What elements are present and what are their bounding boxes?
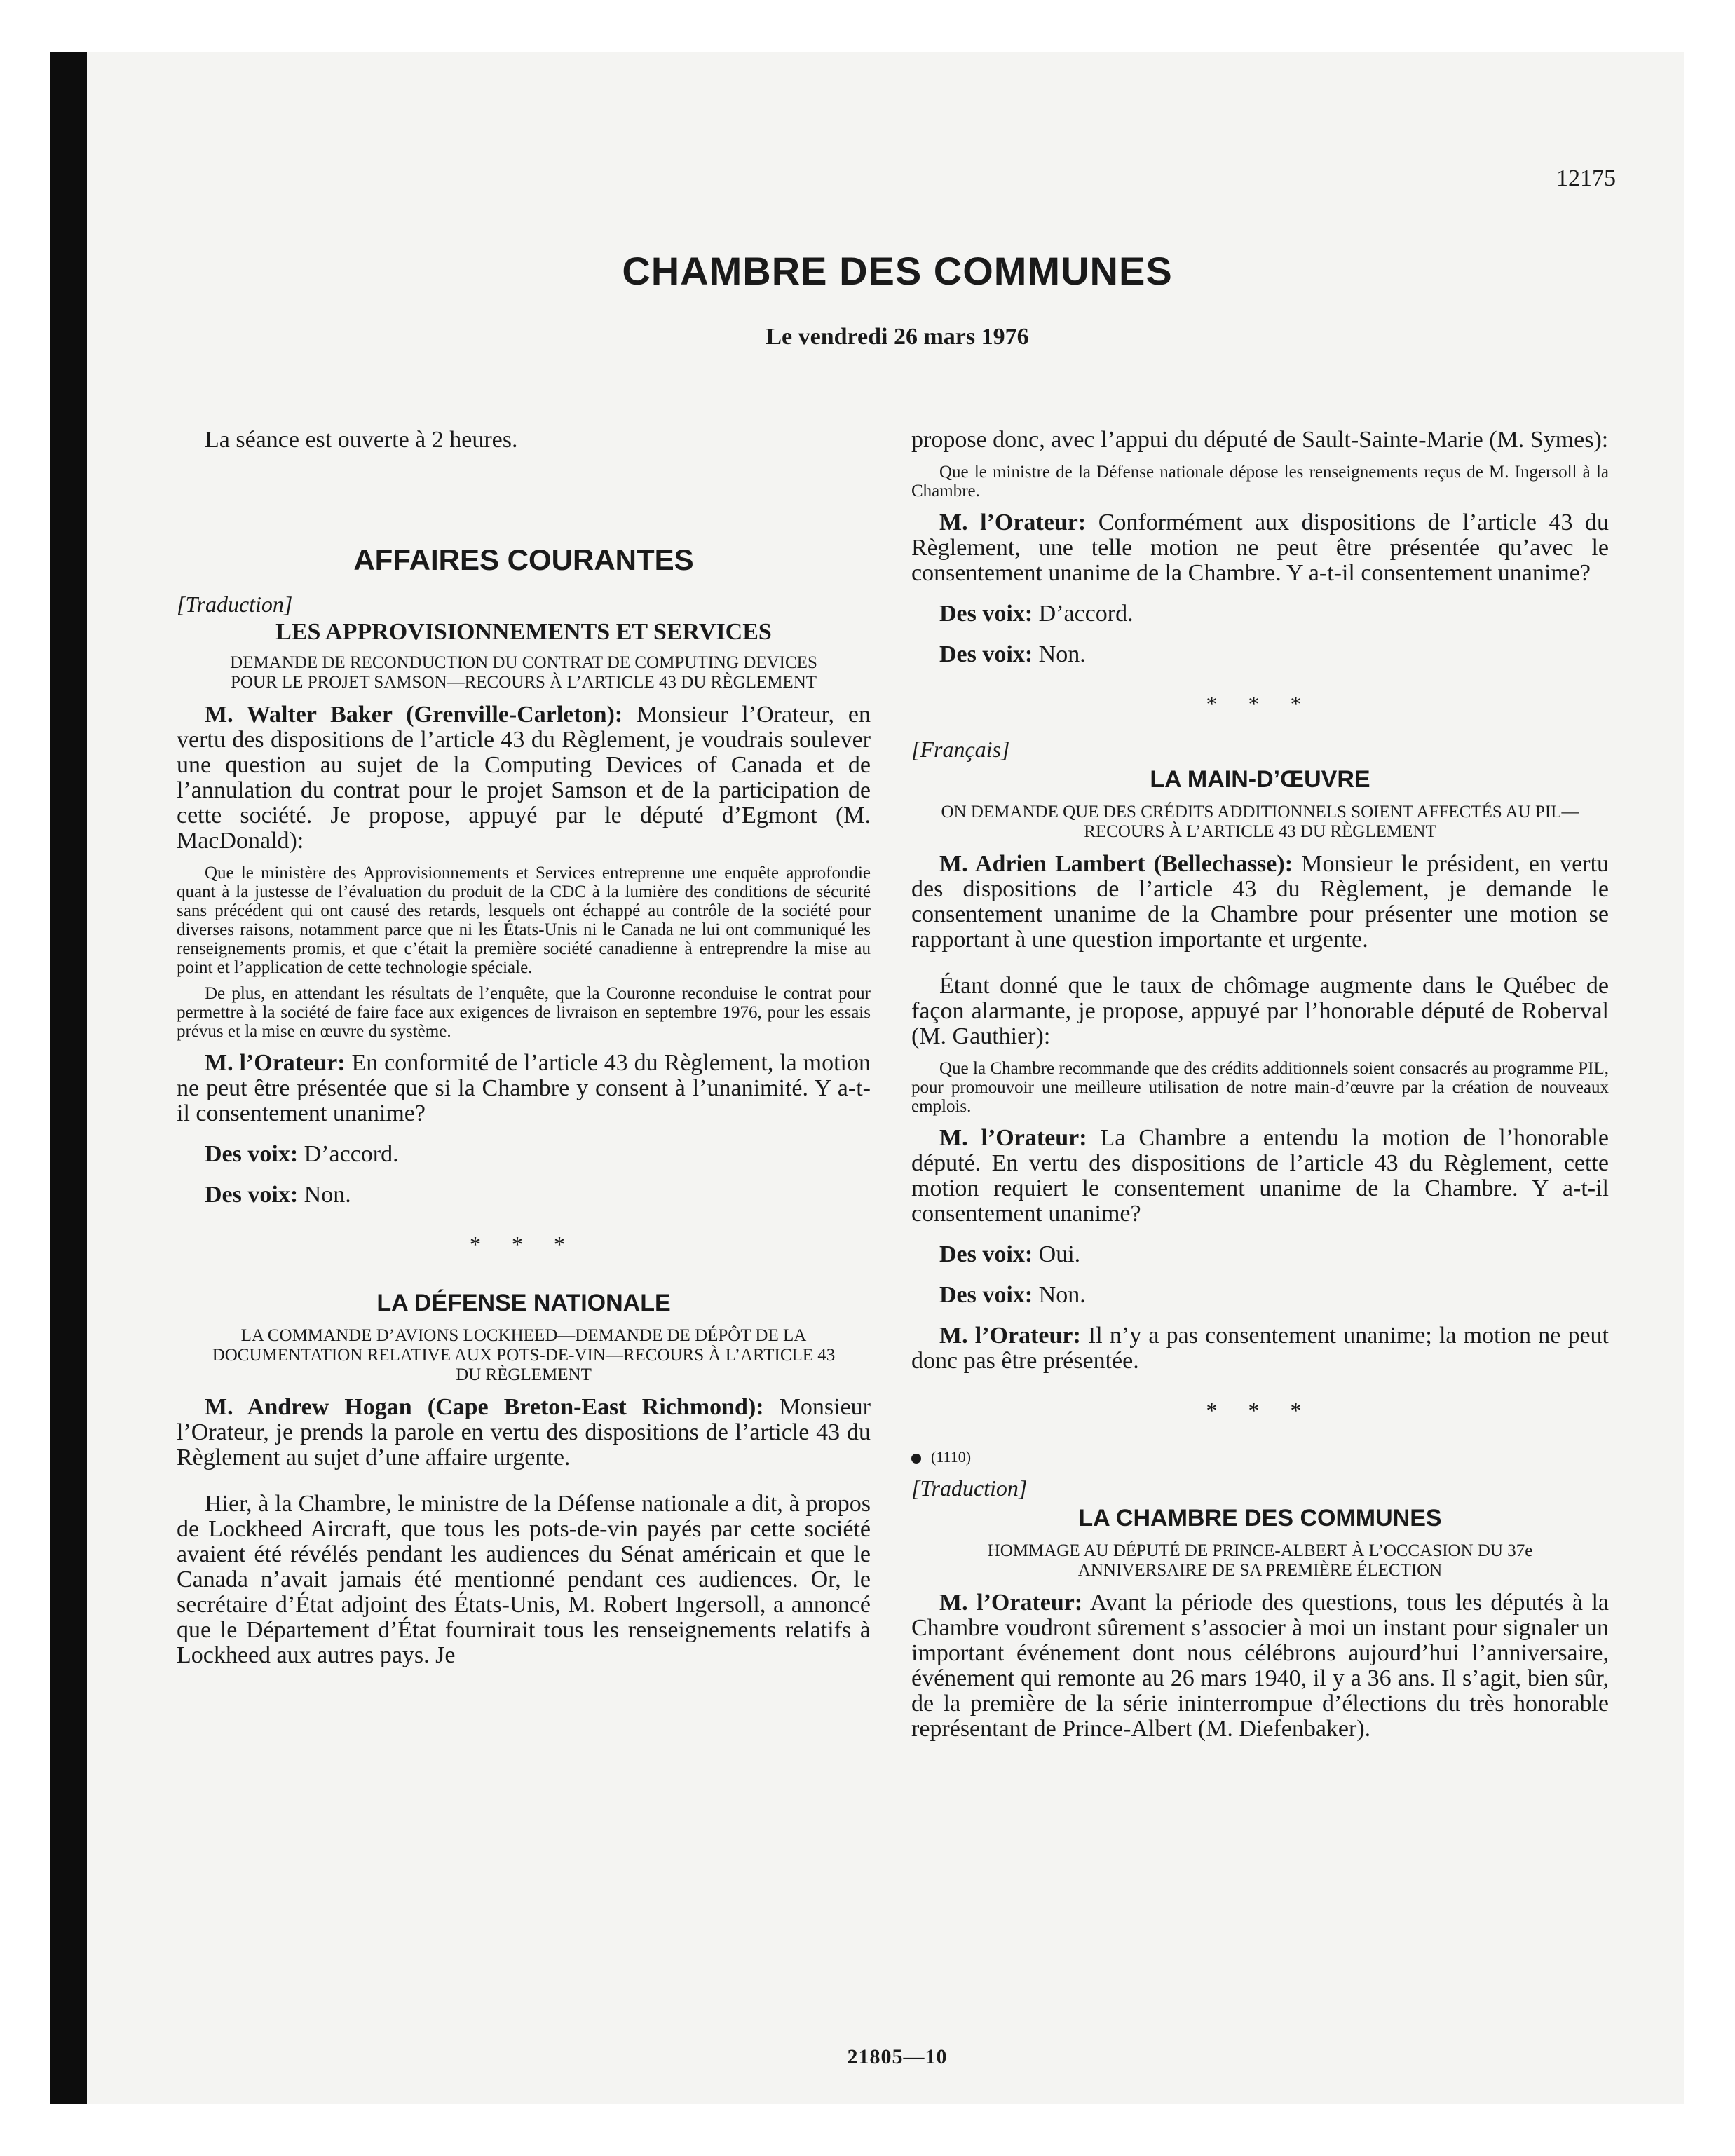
caps-title-lockheed: LA COMMANDE D’AVIONS LOCKHEED—DEMANDE DE DÉPÔT DE LA DOCUMENTATION RELATIVE AUX POTS-DE-VIN—RECOURS À L’ARTICLE 43 DU RÈGLEMENT (212, 1326, 836, 1384)
speech-lambert: Monsieur le président, en vertu des dispositions de l’article 43 du Règlement, je demande le consentement unanime de la Chambre pour présenter une motion se rapportant à une question importante et urgente. (911, 851, 1610, 953)
speech-orateur: En conformité de l’article 43 du Règlement, la motion ne peut être présentée que si la Chambre y consent à l’unanimité. Y a-t-il consentement unanime? (177, 1050, 871, 1126)
sitting-date: Le vendredi 26 mars 1976 (766, 324, 1029, 350)
paragraph-orateur-4 (911, 1323, 1609, 1374)
speech-orateur: Conformément aux dispositions de l’article 43 du Règlement, une telle motion ne peut être présentée qu’avec le consentement unanime de la Chambre. Y a-t-il consentement unanime? (911, 510, 1609, 586)
voices-reply: Oui. (1038, 1241, 1081, 1267)
voices-5 (911, 1242, 1609, 1267)
speaker-orateur: M. l’Orateur: (939, 1125, 1087, 1151)
caps-title-pil: ON DEMANDE QUE DES CRÉDITS ADDITIONNELS SOIENT AFFECTÉS AU PIL—RECOURS À L’ARTICLE 43 DU RÈGLEMENT (941, 803, 1579, 841)
voices-3 (911, 601, 1609, 627)
paragraph-baker (177, 702, 871, 854)
voices-label: Des voix: (939, 601, 1033, 627)
paragraph-continuation: propose donc, avec l’appui du député de Sault-Sainte-Marie (M. Symes): (911, 427, 1609, 453)
speech-orateur: Il n’y a pas consentement unanime; la motion ne peut donc pas être présentée. (911, 1323, 1609, 1374)
speech-baker: Monsieur l’Orateur, en vertu des dispositions de l’article 43 du Règlement, je voudrais soulever une question au sujet de la Computing Devices of Canada et de l’annulation du contrat pour le projet Samson et de la participation de cette société. Je propose, appuyé par le député d’Egmont (M. MacDonald): (177, 702, 871, 854)
voices-label: Des voix: (939, 1241, 1033, 1267)
caps-title-prince-albert: HOMMAGE AU DÉPUTÉ DE PRINCE-ALBERT À L’OCCASION DU 37e ANNIVERSAIRE DE SA PREMIÈRE ÉLECTION (987, 1541, 1533, 1580)
speaker-orateur: M. l’Orateur: (939, 1323, 1081, 1349)
speaker-orateur: M. l’Orateur: (939, 510, 1087, 535)
heading-defense-nationale: LA DÉFENSE NATIONALE (376, 1290, 671, 1316)
motion-text-1: Que le ministère des Approvisionnements et Services entreprenne une enquête approfondie quant à la justesse de l’évaluation du produit de la CDC à la lumière des conditions de sécurité sans précédent qui ont causé des retards, lesquels ont échappé au contrôle de la société pour diverses raisons, notamment parce que ni les États-Unis ni le Canada ne lui ont communiqué les renseignements promis, et que c’était la première société canadienne à entreprendre la mise au point et l’application de cette technologie spéciale. (177, 864, 871, 977)
section-separator: * * * (1206, 691, 1314, 716)
voices-reply: D’accord. (304, 1141, 399, 1167)
voices-2 (177, 1182, 871, 1208)
voices-label: Des voix: (939, 1282, 1033, 1308)
voices-6 (911, 1283, 1609, 1308)
page-number: 12175 (1556, 165, 1616, 191)
voices-label: Des voix: (939, 641, 1033, 667)
language-tag-francais: [Français] (911, 737, 1010, 762)
time-stamp: (1110) (931, 1448, 972, 1466)
speech-orateur: Avant la période des questions, tous les députés à la Chambre voudront sûrement s’associer à moi un instant pour signaler un important événement dont nous célébrons aujourd’hui l’anniversaire, événement qui remonte au 26 mars 1940, il y a 36 ans. Il s’agit, bien sûr, de la première de la série ininterrompue d’élections du très honorable représentant de Prince-Albert (M. Diefenbaker). (911, 1590, 1609, 1742)
motion-text-ingersoll: Que le ministre de la Défense nationale dépose les renseignements reçus de M. Ingersoll à la Chambre. (911, 463, 1609, 500)
paragraph-orateur-1 (177, 1051, 871, 1126)
motion-text-2: De plus, en attendant les résultats de l’enquête, que la Couronne reconduise le contrat pour permettre à la société de faire face aux exigences de livraison en septembre 1976, pour les essais prévus et la mise en œuvre du système. (177, 984, 871, 1041)
motion-text-pil: Que la Chambre recommande que des crédits additionnels soient consacrés au programme PIL, pour promouvoir une meilleure utilisation de notre main-d’œuvre par la création de nouveaux emplois. (911, 1059, 1609, 1116)
caps-title-computing-devices: DEMANDE DE RECONDUCTION DU CONTRAT DE COMPUTING DEVICES POUR LE PROJET SAMSON—RECOURS À L’ARTICLE 43 DU RÈGLEMENT (230, 653, 817, 692)
voices-reply: D’accord. (1038, 601, 1134, 627)
translation-tag: [Traduction] (911, 1475, 1028, 1501)
voices-reply: Non. (1038, 641, 1086, 667)
paragraph-lambert-2: Étant donné que le taux de chômage augmente dans le Québec de façon alarmante, je propose, appuyé par l’honorable député de Roberval (M. Gauthier): (911, 973, 1609, 1049)
footer-code: 21805—10 (847, 2045, 948, 2068)
voices-reply: Non. (1038, 1282, 1086, 1308)
binding-edge (50, 52, 87, 2104)
speaker-orateur: M. l’Orateur: (939, 1590, 1083, 1616)
voices-label: Des voix: (205, 1141, 299, 1167)
time-marker (911, 1449, 1609, 1466)
speaker-baker: M. Walter Baker (Grenville-Carleton): (205, 702, 623, 728)
translation-tag: [Traduction] (177, 592, 293, 617)
section-separator: * * * (470, 1231, 578, 1257)
subheading-approvisionnements: LES APPROVISIONNEMENTS ET SERVICES (275, 619, 772, 645)
paragraph-orateur-3 (911, 1126, 1609, 1227)
page-title: CHAMBRE DES COMMUNES (622, 249, 1173, 293)
speaker-lambert: M. Adrien Lambert (Bellechasse): (939, 851, 1293, 877)
right-column (911, 428, 1609, 1742)
voices-label: Des voix: (205, 1182, 299, 1208)
heading-chambre-des-communes: LA CHAMBRE DES COMMUNES (1078, 1505, 1442, 1531)
paragraph-orateur-5 (911, 1590, 1609, 1742)
speaker-hogan: M. Andrew Hogan (Cape Breton-East Richmond): (205, 1394, 764, 1420)
heading-affaires-courantes: AFFAIRES COURANTES (353, 543, 694, 576)
voices-reply: Non. (304, 1182, 351, 1208)
paragraph-orateur-2 (911, 510, 1609, 586)
voices-1 (177, 1142, 871, 1167)
heading-main-doeuvre: LA MAIN-D’ŒUVRE (1150, 766, 1370, 793)
speaker-orateur: M. l’Orateur: (205, 1050, 346, 1076)
bullet-icon (911, 1454, 921, 1464)
section-separator: * * * (1206, 1398, 1314, 1423)
paragraph-lambert (911, 852, 1609, 953)
paragraph-hogan-2: Hier, à la Chambre, le ministre de la Défense nationale a dit, à propos de Lockheed Aircraft, que tous les pots-de-vin payés par cette société avaient été révélés pendant les audiences du Sénat américain et que le Canada n’avait jamais été mentionné pendant ces audiences. Or, le secrétaire d’État adjoint des États-Unis, M. Robert Ingersoll, a annoncé que le Département d’État fournirait tous les renseignements relatifs à Lockheed aux autres pays. Je (177, 1491, 871, 1668)
paragraph-hogan (177, 1395, 871, 1471)
left-column (177, 428, 871, 1668)
speech-orateur: La Chambre a entendu la motion de l’honorable député. En vertu des dispositions de l’article 43 du Règlement, cette motion requiert le consentement unanime de la Chambre. Y a-t-il consentement unanime? (911, 1125, 1609, 1227)
speech-hogan: Monsieur l’Orateur, je prends la parole en vertu des dispositions de l’article 43 du Règlement au sujet d’une affaire urgente. (177, 1394, 871, 1471)
voices-4 (911, 642, 1609, 667)
opening-line: La séance est ouverte à 2 heures. (205, 427, 518, 453)
